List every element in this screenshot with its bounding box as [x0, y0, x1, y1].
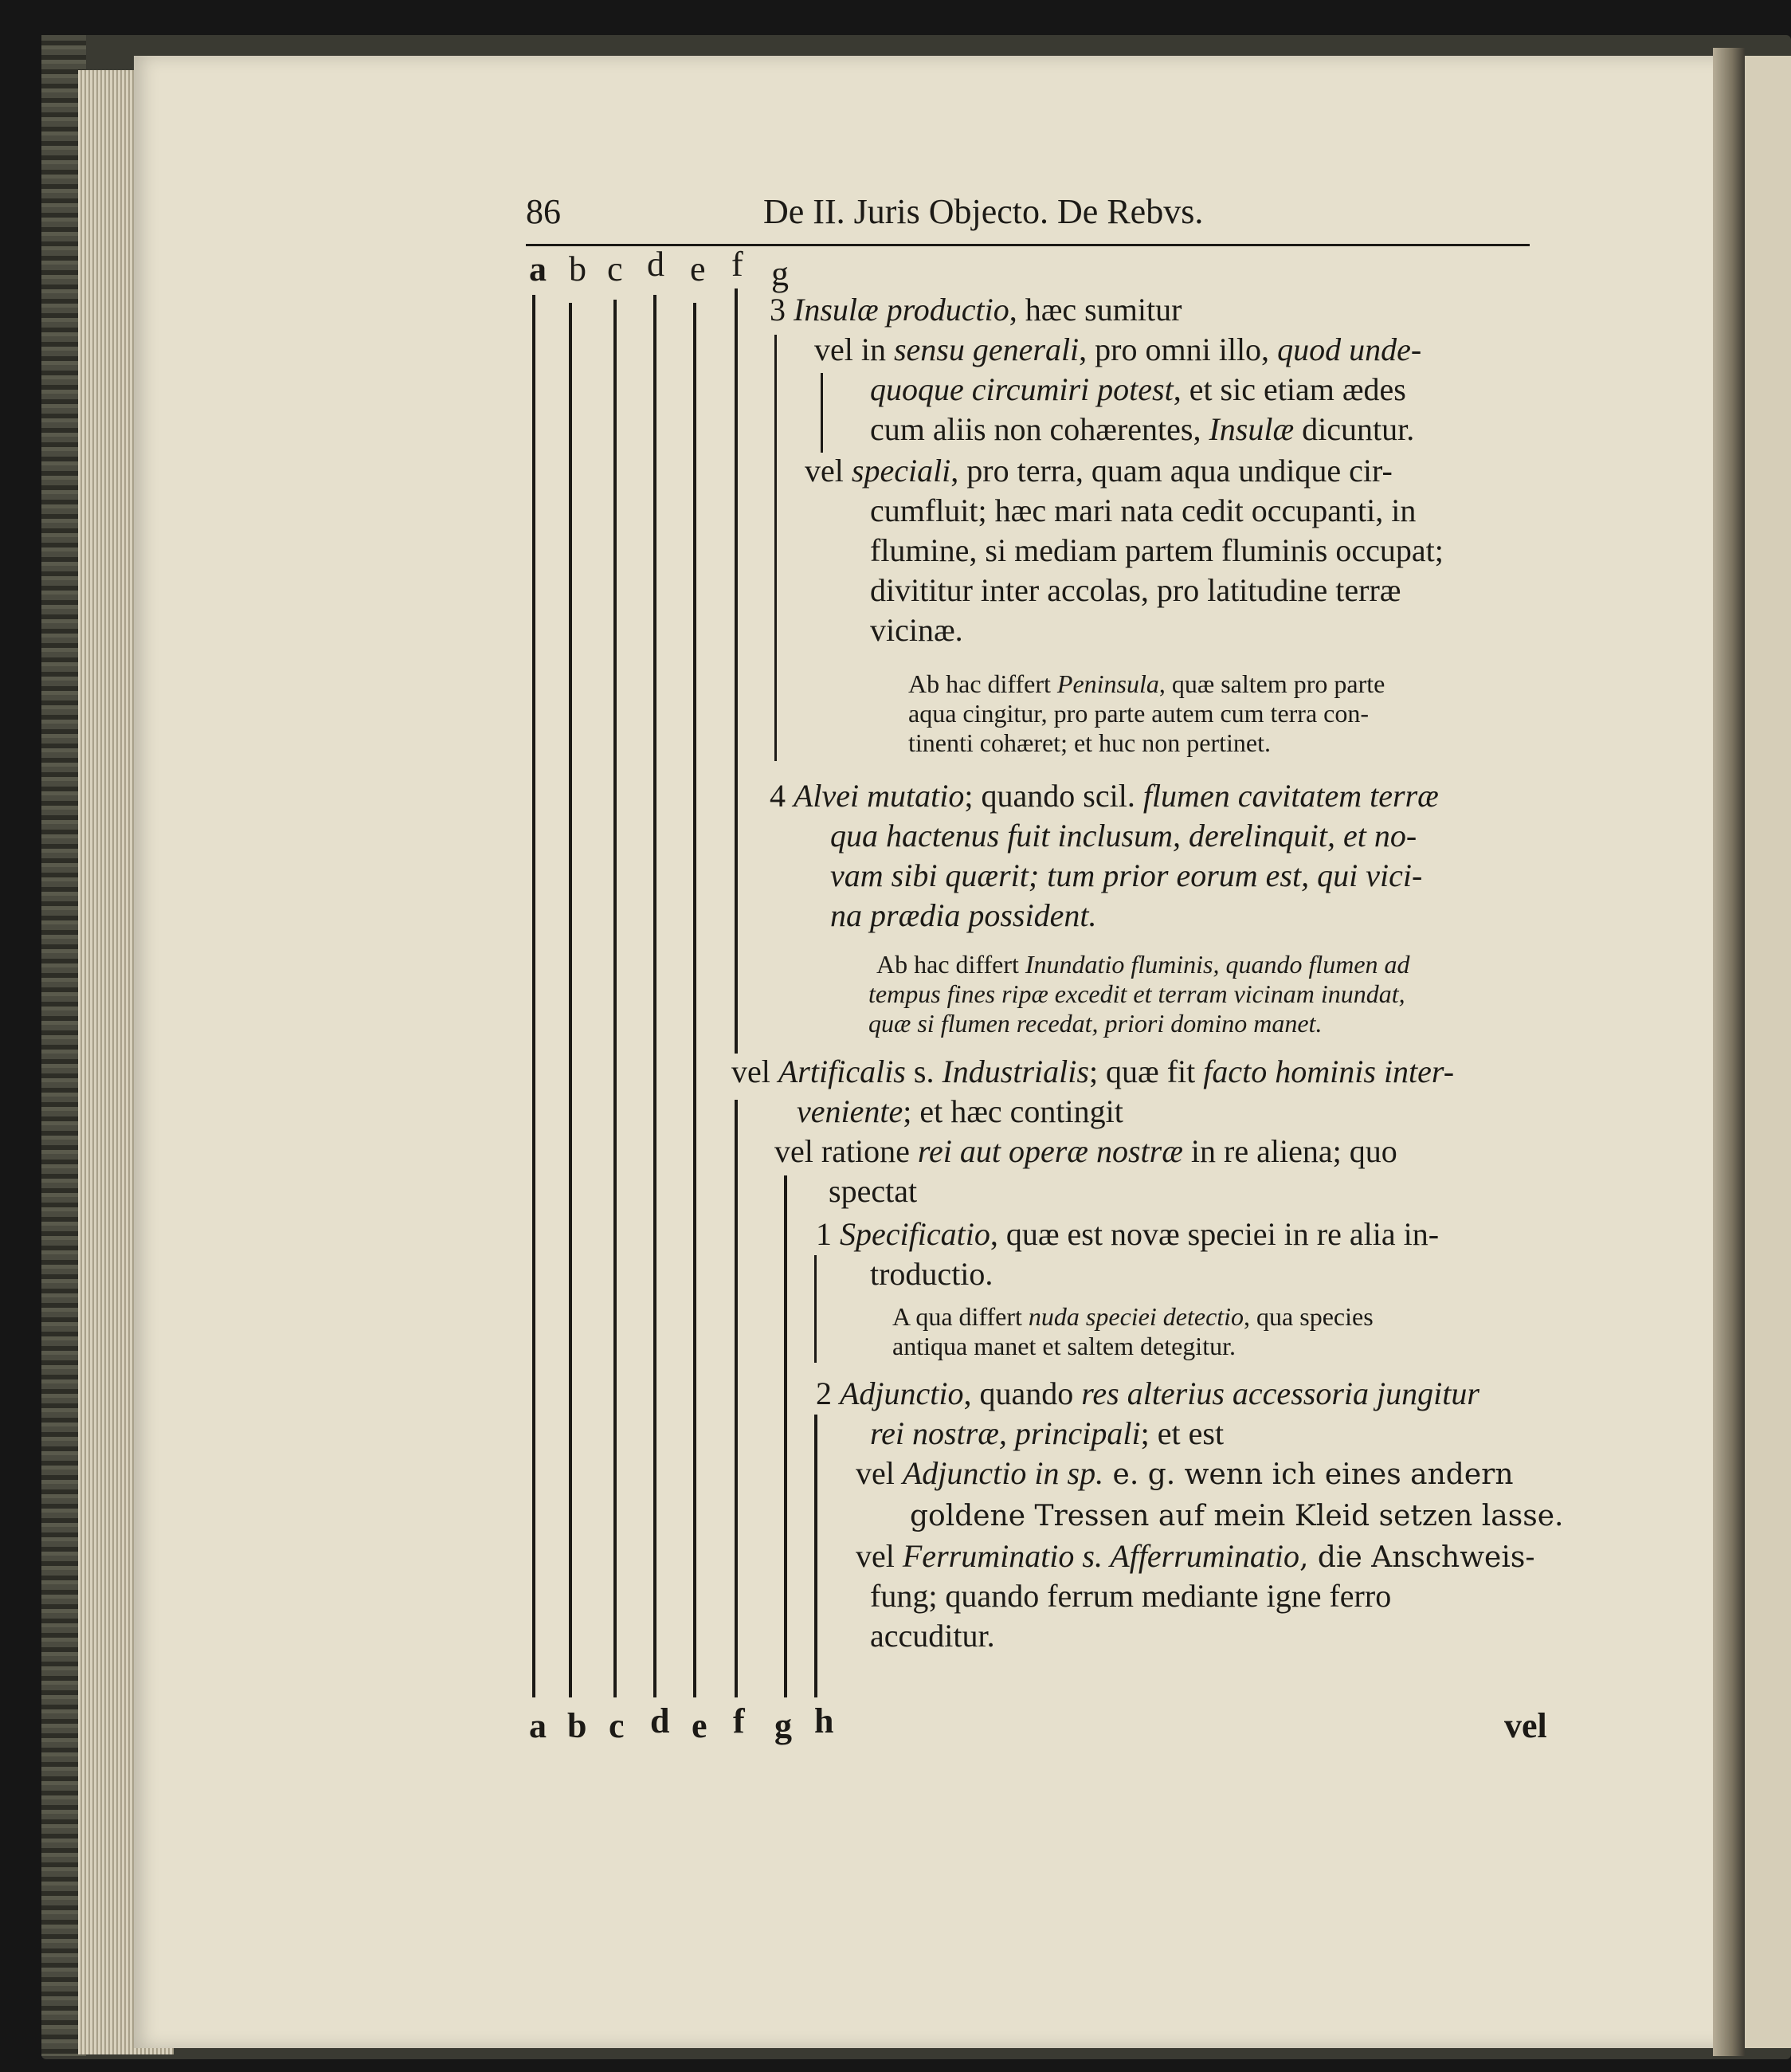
bracket-line-d [653, 295, 656, 1697]
text-line: qua hactenus fuit inclusum, derelinquit, et no- [830, 818, 1417, 854]
text-line: goldene Tressen auf mein Kleid setzen lasse. [910, 1500, 1564, 1532]
running-title: De II. Juris Objecto. De Rebvs. [763, 192, 1204, 231]
note-line: tempus fines ripæ excedit et terram vicinam inundat, [868, 979, 1405, 1008]
bracket-line-h-small [821, 373, 823, 453]
note-line: Ab hac differt Inundatio fluminis, quando flumen ad [876, 950, 1410, 979]
header-rule [526, 244, 1530, 246]
column-letter-bottom: a [529, 1706, 547, 1745]
text-line: 2 Adjunctio, quando res alterius accessoria jungitur [816, 1375, 1479, 1411]
column-letter-bottom: f [733, 1701, 745, 1740]
text-line: vicinæ. [870, 612, 963, 648]
column-letter-top: d [647, 245, 664, 284]
text-line: divititur inter accolas, pro latitudine terræ [870, 572, 1401, 608]
facing-page-edge [1745, 56, 1791, 2048]
text-line: quoque circumiri potest, et sic etiam ædes [870, 371, 1406, 407]
column-letter-top: c [607, 249, 623, 288]
column-letter-bottom: h [814, 1701, 834, 1740]
catchword: vel [1504, 1706, 1547, 1745]
note-line: antiqua manet et saltem detegitur. [892, 1332, 1236, 1360]
text-line: vel in sensu generali, pro omni illo, quod unde- [814, 332, 1422, 367]
page-number: 86 [526, 192, 561, 231]
note-line: quæ si flumen recedat, priori domino manet. [868, 1009, 1323, 1038]
text-line: veniente; et hæc contingit [797, 1093, 1123, 1129]
column-letter-top: g [771, 254, 789, 293]
column-letter-bottom: b [567, 1706, 587, 1745]
text-line: flumine, si mediam partem fluminis occupat; [870, 532, 1444, 568]
column-letter-bottom: d [650, 1701, 670, 1740]
text-line: 4 Alvei mutatio; quando scil. flumen cavitatem terræ [770, 778, 1439, 814]
text-line: rei nostræ, principali; et est [870, 1415, 1225, 1451]
text-line: spectat [829, 1173, 918, 1209]
column-letter-bottom: c [609, 1706, 625, 1745]
column-letter-top: e [690, 249, 706, 288]
text-line: na prædia possident. [830, 897, 1097, 933]
bracket-line-g-upper [774, 335, 777, 761]
bracket-line-h-lower [814, 1415, 817, 1697]
text-line: 1 Specificatio, quæ est novæ speciei in re alia in- [816, 1216, 1440, 1252]
note-line: aqua cingitur, pro parte autem cum terra con- [908, 699, 1370, 728]
note-line: Ab hac differt Peninsula, quæ saltem pro parte [908, 669, 1385, 698]
text-line: fung; quando ferrum mediante igne ferro [870, 1578, 1392, 1614]
text-line: vel Adjunctio in sp. e. g. wenn ich eines andern [856, 1455, 1514, 1491]
text-line: vel ratione rei aut operæ nostræ in re aliena; quo [774, 1133, 1397, 1169]
text-line: vam sibi quærit; tum prior eorum est, qui vici- [830, 857, 1423, 893]
book-gutter [1713, 48, 1745, 2056]
text-line: vel Ferruminatio s. Afferruminatio, die Anschweis- [856, 1538, 1535, 1574]
item-number: 3 Insulæ productio, hæc sumitur [770, 292, 1182, 328]
note-line: tinenti cohæret; et huc non pertinet. [908, 728, 1271, 757]
column-letter-top: f [731, 245, 743, 284]
text-line: vel Artificalis s. Industrialis; quæ fit facto hominis inter- [731, 1054, 1455, 1089]
text-line: vel speciali, pro terra, quam aqua undique cir- [805, 453, 1393, 489]
bracket-line-h-mid [814, 1255, 817, 1363]
text-line: cumfluit; hæc mari nata cedit occupanti, in [870, 492, 1417, 528]
text-line: troductio. [870, 1256, 993, 1292]
note-line: A qua differt nuda speciei detectio, qua species [892, 1302, 1374, 1331]
column-letter-top: b [569, 249, 586, 288]
column-letter-bottom: e [692, 1706, 707, 1745]
column-letter-bottom: g [774, 1706, 792, 1745]
bracket-line-f-upper [735, 288, 738, 1054]
bracket-line-c [613, 300, 617, 1697]
bracket-line-b [569, 303, 572, 1697]
bracket-line-a [532, 295, 535, 1697]
text-line: cum aliis non cohærentes, Insulæ dicuntur. [870, 411, 1415, 447]
bracket-line-f-lower [735, 1100, 738, 1697]
column-letter-top: a [529, 249, 547, 288]
bracket-line-g-lower [784, 1175, 787, 1697]
text-line: accuditur. [870, 1618, 995, 1654]
bracket-line-e [693, 303, 696, 1697]
